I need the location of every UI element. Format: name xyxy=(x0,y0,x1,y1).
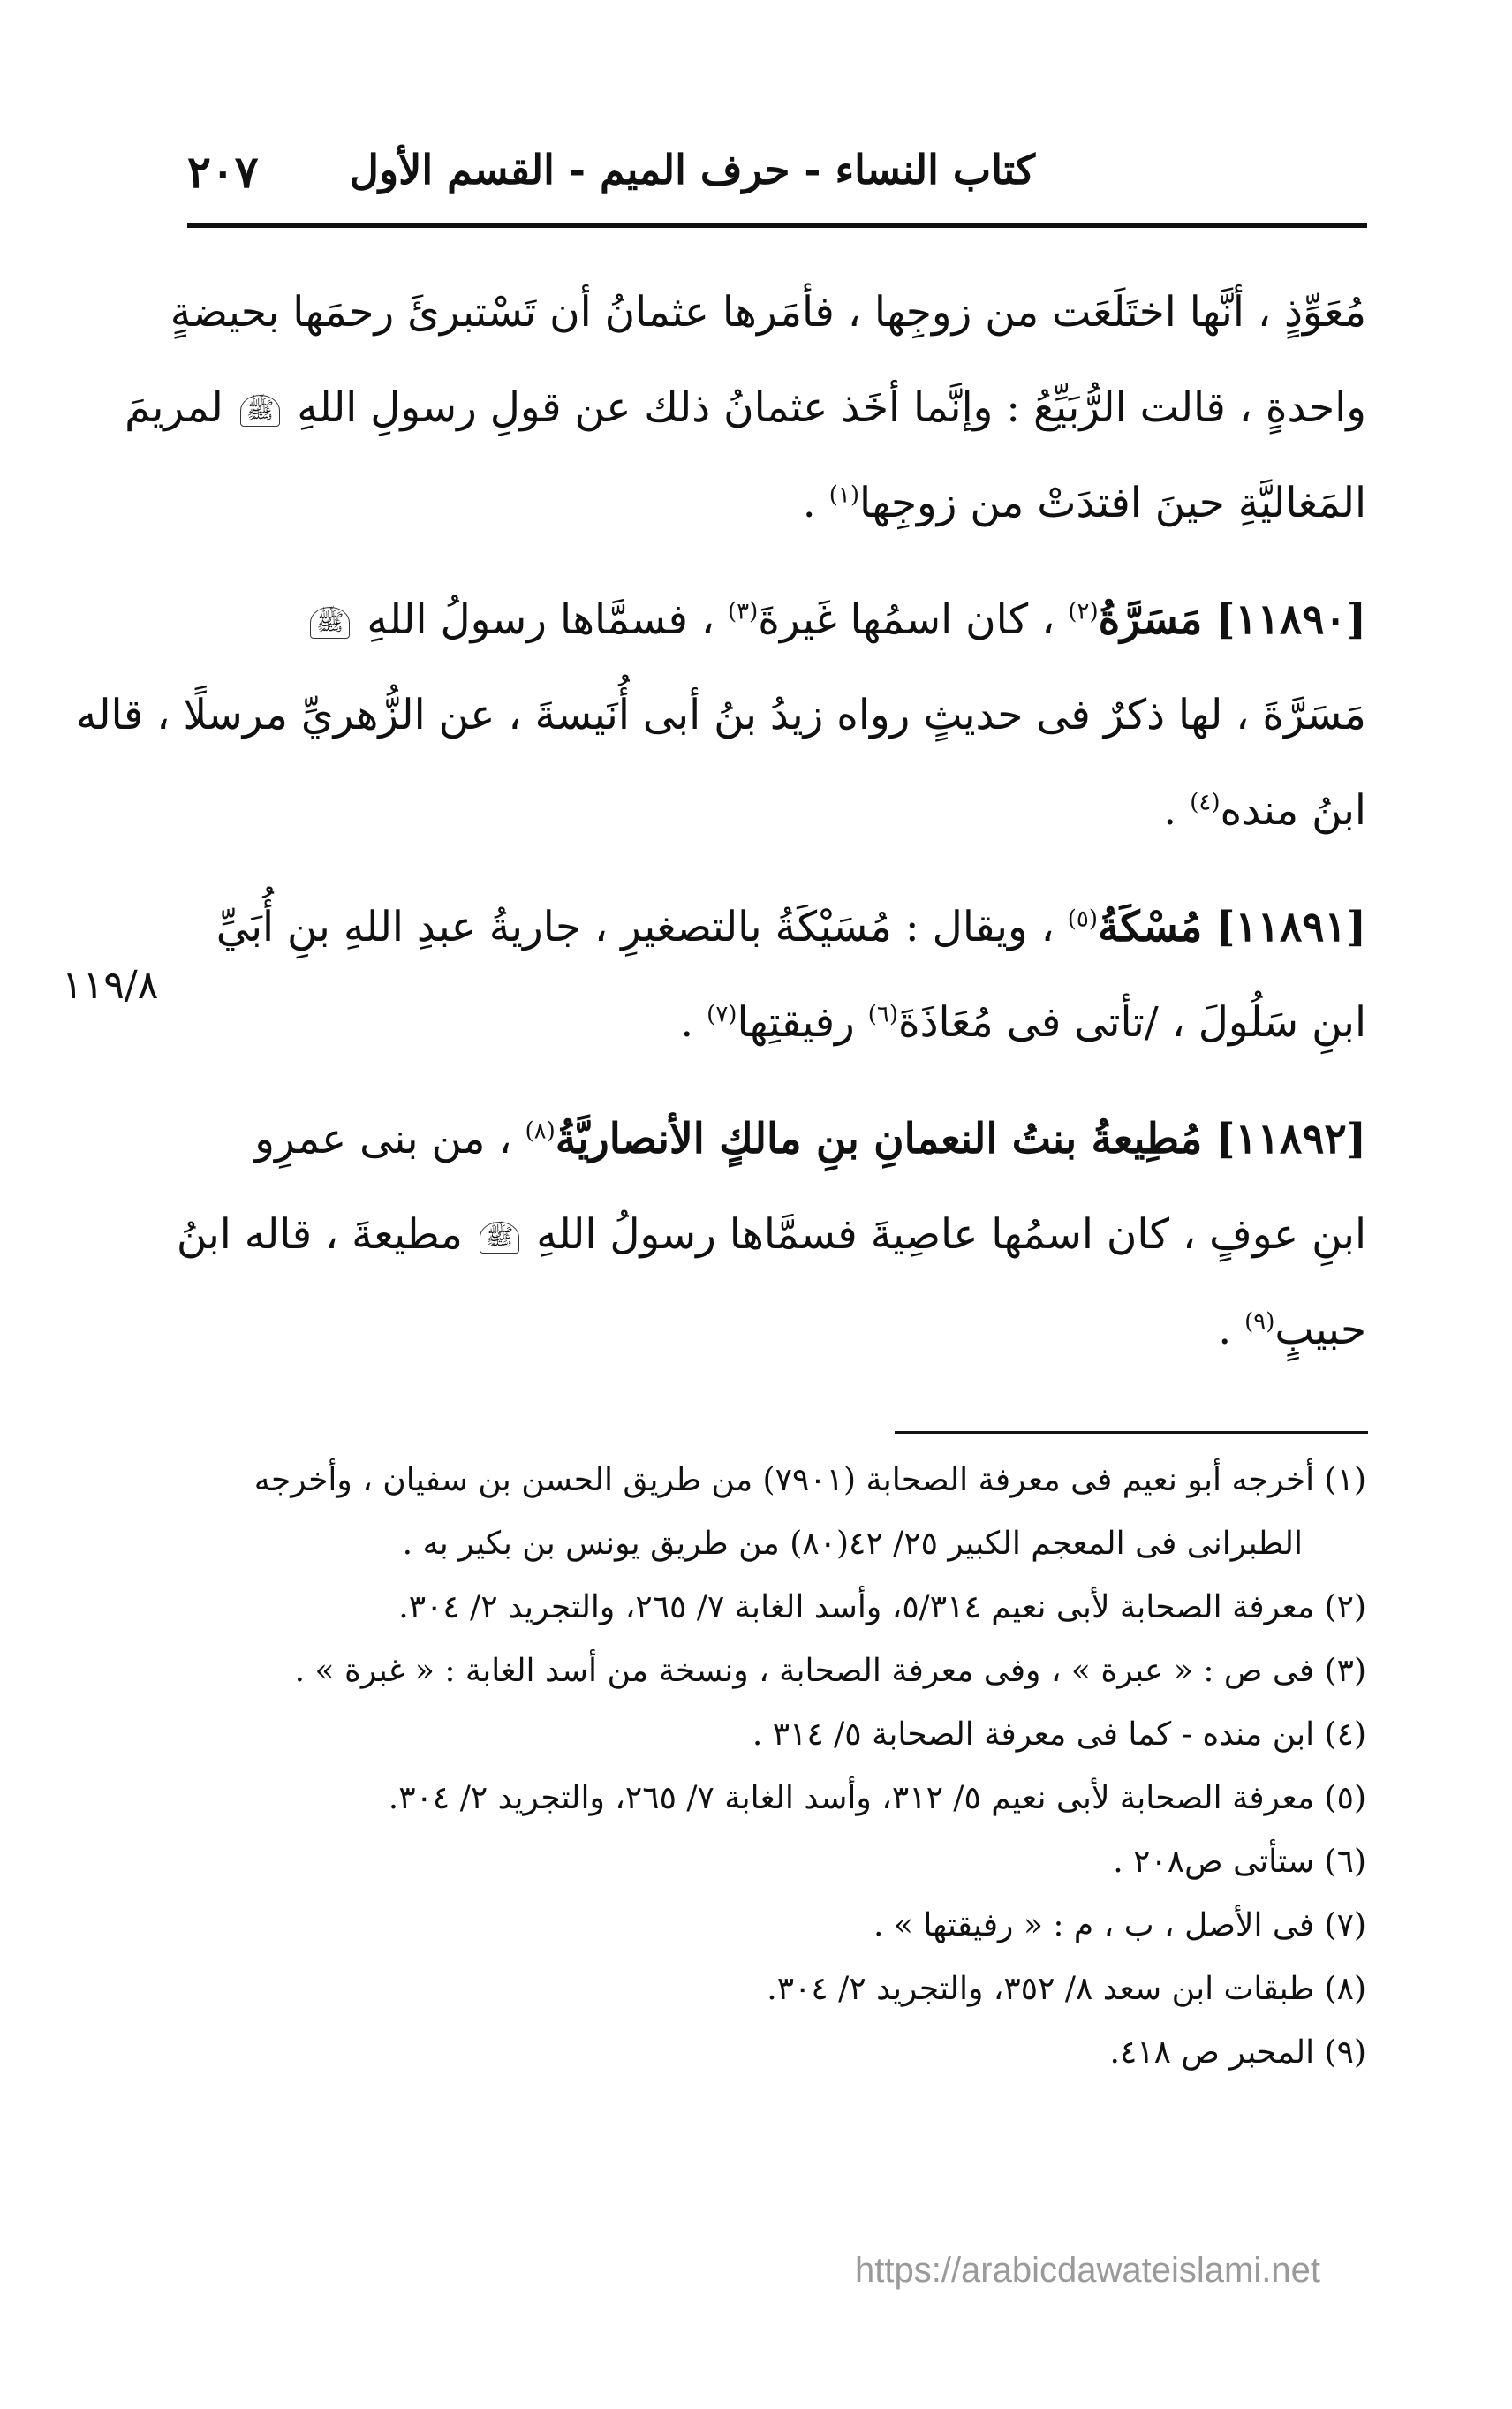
entry-11892: [١١٨٩٢] مُطِيعةُ بنتُ النعمانِ بنِ مالكٍ الأنصاريَّةُ$^{(٨)}$ ، من بنى عمرِو xyxy=(254,1115,1366,1163)
footnote-4: (٤) ابن منده - كما فى معرفة الصحابة ٥/ ٣١٤ . xyxy=(752,1716,1366,1753)
footnote-ref: (٥) xyxy=(1067,905,1099,933)
header-rule xyxy=(187,223,1367,228)
entry-name: مُسْكَةُ xyxy=(1098,903,1203,951)
entry-number: [١١٨٩١] xyxy=(1215,903,1366,951)
footnote-8: (٨) طبقات ابن سعد ٨/ ٣٥٢، والتجريد ٢/ ٣٠٤. xyxy=(767,1971,1366,2007)
footnote-1: (١) أخرجه أبو نعيم فى معرفة الصحابة (٧٩٠١) من طريق الحسن بن سفيان ، وأخرجه xyxy=(253,1462,1366,1498)
watermark-url: https://arabicdawateislami.net xyxy=(855,2251,1320,2290)
footnote-ref: (٤) xyxy=(1190,789,1221,816)
footnote-3: (٣) فى ص : « عبرة » ، وفى معرفة الصحابة ، ونسخة من أسد الغابة : « غبرة » . xyxy=(294,1653,1366,1689)
footnote-7: (٧) فى الأصل ، ب ، م : « رفيقتها » . xyxy=(873,1907,1366,1943)
entry-11891: [١١٨٩١] مُسْكَةُ$^{(٥)}$ ، ويقال : مُسَيْكَةُ بالتصغيرِ ، جاريةُ عبدِ اللهِ بنِ أُبَيِّ xyxy=(215,903,1366,951)
entry-number: [١١٨٩٢] xyxy=(1215,1115,1366,1163)
footnote-rule xyxy=(895,1431,1368,1434)
margin-volume-page-note: ١١٩/٨ xyxy=(62,963,159,1008)
honorific-seal-icon: ﷺ xyxy=(240,395,280,427)
entry-name: مُطِيعةُ بنتُ النعمانِ بنِ مالكٍ الأنصاريَّةُ xyxy=(555,1115,1203,1163)
text-line: ابنِ سَلُولَ ، /تأتى فى مُعَاذَةَ$^{(٦)}$ رفيقتِها$^{(٧)}$ . xyxy=(680,998,1366,1047)
footnote-2: (٢) معرفة الصحابة لأبى نعيم ٥/٣١٤، وأسد الغابة ٧/ ٢٦٥، والتجريد ٢/ ٣٠٤. xyxy=(398,1589,1366,1625)
text-line: ابنُ منده$^{(٤)}$ . xyxy=(1163,786,1366,835)
honorific-seal-icon: ﷺ xyxy=(480,1222,519,1254)
text-line: مُعَوِّذٍ ، أنَّها اختَلَعَت من زوجِها ، فأمَرها عثمانُ أن تَسْتبرئَ رحمَها بحيضةٍ xyxy=(170,288,1366,337)
footnote-ref: (٣) xyxy=(728,598,759,625)
footnote-ref: (١) xyxy=(828,481,859,509)
footnote-ref: (٦) xyxy=(867,1001,898,1028)
entry-number: [١١٨٩٠] xyxy=(1215,595,1366,644)
footnote-ref: (٨) xyxy=(525,1117,556,1145)
footnote-1-continued: الطبرانى فى المعجم الكبير ٢٥/ ٤٢(٨٠) من طريق يونس بن بكير به . xyxy=(402,1526,1303,1562)
text-line: ابنِ عوفٍ ، كان اسمُها عاصِيةَ فسمَّاها رسولُ اللهِ ﷺ مطيعةَ ، قاله ابنُ xyxy=(176,1210,1366,1259)
text-line: مَسَرَّةَ ، لها ذكرٌ فى حديثٍ رواه زيدُ بنُ أبى أُنَيسةَ ، عن الزُّهريِّ مرسلًا ، قاله xyxy=(76,691,1366,739)
footnotes xyxy=(181,1449,1366,2085)
footnote-6: (٦) ستأتى ص٢٠٨ . xyxy=(1113,1844,1366,1880)
text-line: واحدةٍ ، قالت الرُّبَيِّعُ : وإنَّما أخَذ عثمانُ ذلك عن قولِ رسولِ اللهِ ﷺ لمريمَ xyxy=(125,383,1366,432)
entry-11890: [١١٨٩٠] مَسَرَّةُ$^{(٢)}$ ، كان اسمُها غَيرةَ$^{(٣)}$ ، فسمَّاها رسولُ اللهِ ﷺ xyxy=(181,572,1366,668)
footnote-9: (٩) المحبر ص ٤١٨. xyxy=(1109,2034,1366,2071)
footnote-ref: (٧) xyxy=(707,1001,737,1028)
text-line: حبيبٍ$^{(٩)}$ . xyxy=(1218,1306,1366,1354)
footnote-ref: (٩) xyxy=(1244,1308,1275,1336)
honorific-seal-icon: ﷺ xyxy=(310,607,350,639)
footnote-ref: (٢) xyxy=(1068,598,1099,625)
footnote-5: (٥) معرفة الصحابة لأبى نعيم ٥/ ٣١٢، وأسد الغابة ٧/ ٢٦٥، والتجريد ٢/ ٣٠٤. xyxy=(388,1780,1366,1816)
page-number: ٢٠٧ xyxy=(187,146,259,198)
running-title: كتاب النساء - حرف الميم - القسم الأول xyxy=(349,146,1035,193)
text-line: المَغاليَّةِ حينَ افتدَتْ من زوجِها$^{(١)}$ . xyxy=(802,479,1366,527)
entry-name: مَسَرَّةُ xyxy=(1098,595,1203,644)
